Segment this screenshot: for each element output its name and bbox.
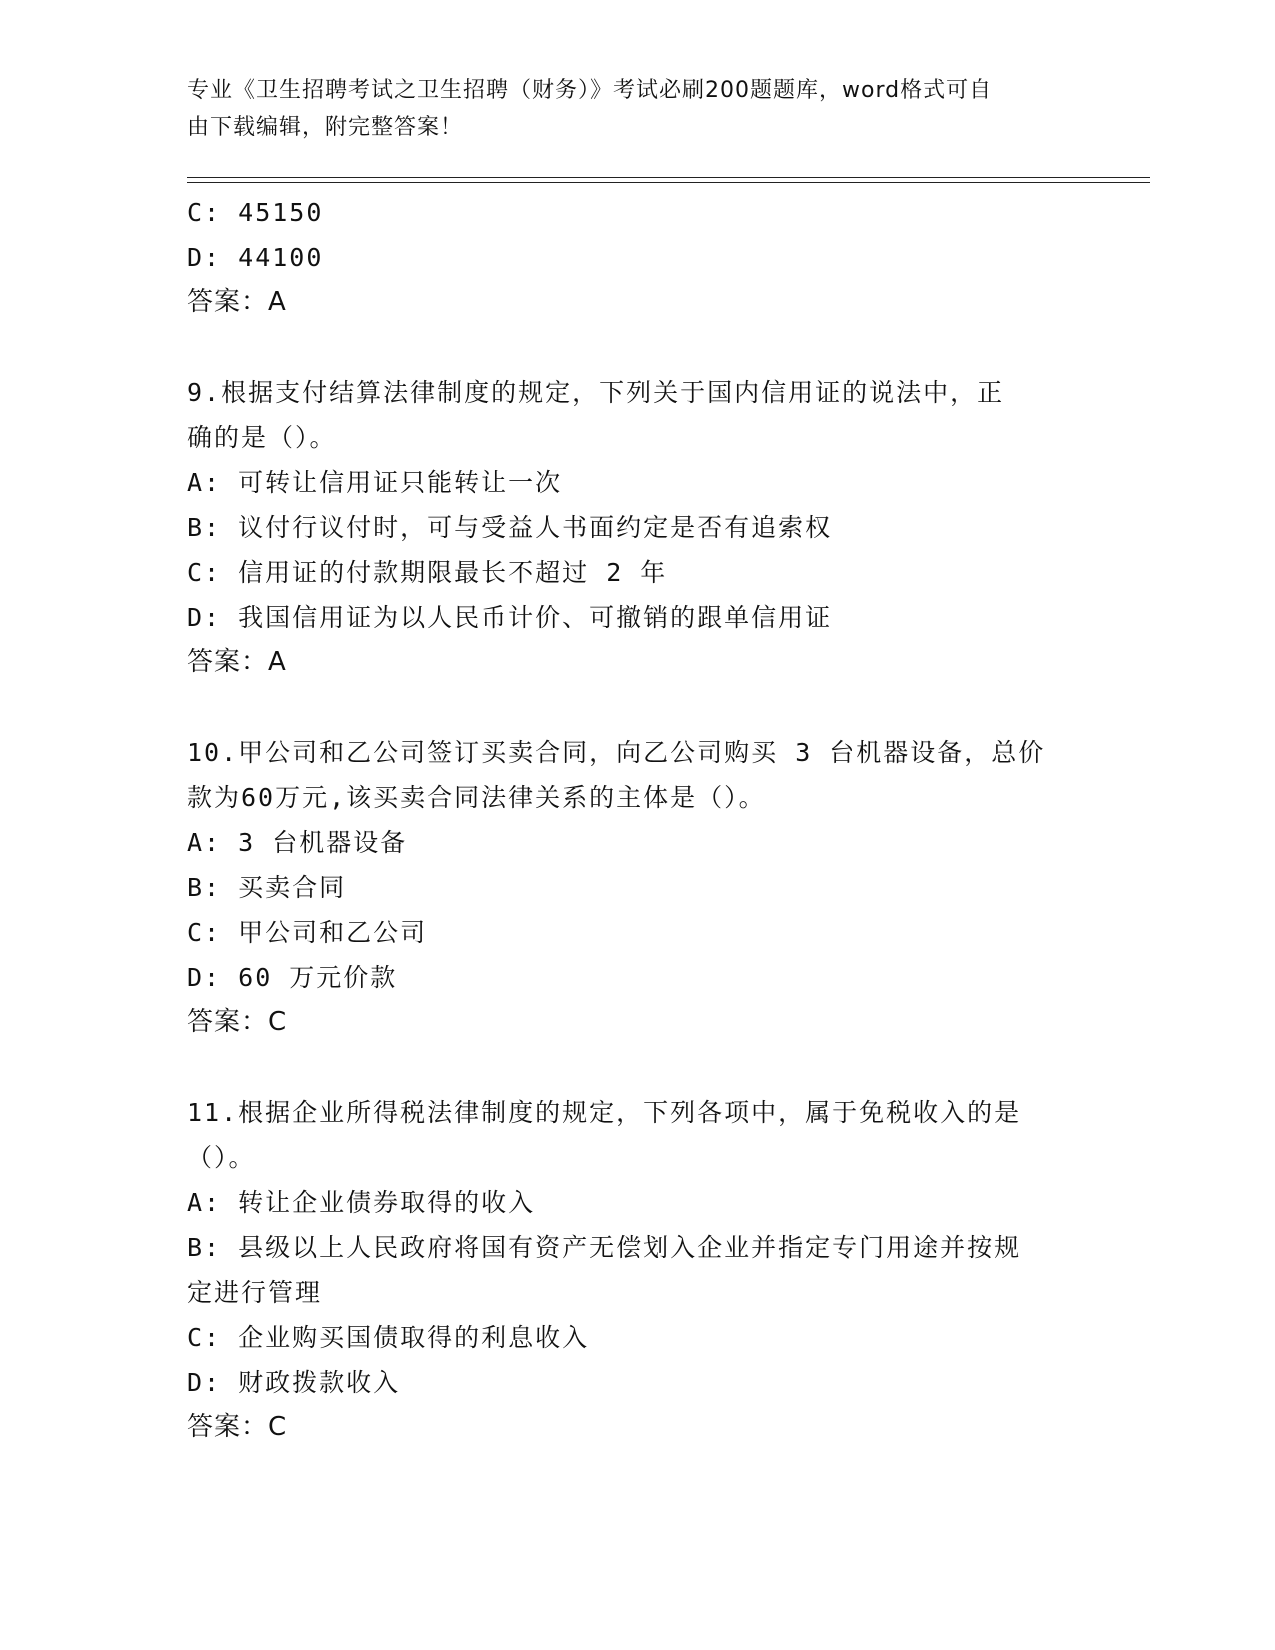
option-d: D: 60 万元价款 <box>187 963 398 992</box>
document-body <box>187 190 1067 1450</box>
option-d: D: 财政拨款收入 <box>187 1368 401 1397</box>
option-b: B: 买卖合同 <box>187 873 347 902</box>
question-stem: 10.甲公司和乙公司签订买卖合同，向乙公司购买 3 台机器设备，总价 <box>187 738 1046 767</box>
answer-line: 答案：C <box>187 1412 288 1442</box>
option-d: D: 我国信用证为以人民币计价、可撤销的跟单信用证 <box>187 603 833 632</box>
question-stem: 11.根据企业所得税法律制度的规定，下列各项中，属于免税收入的是 <box>187 1098 1022 1127</box>
question-11 <box>187 1090 1067 1450</box>
option-c: C: 45150 <box>187 198 324 227</box>
option-b-continued: 定进行管理 <box>187 1278 323 1307</box>
question-stem: 9.根据支付结算法律制度的规定，下列关于国内信用证的说法中，正 <box>187 378 1005 407</box>
question-10 <box>187 730 1067 1045</box>
spacer <box>187 1045 1067 1090</box>
option-c: C: 甲公司和乙公司 <box>187 918 428 947</box>
option-a: A: 转让企业债券取得的收入 <box>187 1188 536 1217</box>
question-stem-continued: （）。 <box>187 1143 256 1172</box>
option-b: B: 议付行议付时，可与受益人书面约定是否有追索权 <box>187 513 833 542</box>
header-divider-top <box>187 177 1150 178</box>
option-d: D: 44100 <box>187 243 324 272</box>
spacer <box>187 325 1067 370</box>
answer-line: 答案：A <box>187 287 287 317</box>
document-header <box>187 72 1067 146</box>
question-stem-continued: 款为60万元,该买卖合同法律关系的主体是（）。 <box>187 783 766 812</box>
option-c: C: 信用证的付款期限最长不超过 2 年 <box>187 558 668 587</box>
header-divider-bottom <box>187 182 1150 183</box>
option-a: A: 3 台机器设备 <box>187 828 408 857</box>
answer-line: 答案：C <box>187 1007 288 1037</box>
question-9 <box>187 370 1067 685</box>
answer-line: 答案：A <box>187 647 287 677</box>
previous-question-tail <box>187 190 1067 325</box>
question-stem-continued: 确的是（）。 <box>187 423 337 452</box>
spacer <box>187 685 1067 730</box>
header-line-1: 专业《卫生招聘考试之卫生招聘（财务）》考试必刷200题题库，word格式可自 <box>187 78 993 103</box>
option-a: A: 可转让信用证只能转让一次 <box>187 468 563 497</box>
option-c: C: 企业购买国债取得的利息收入 <box>187 1323 590 1352</box>
option-b: B: 县级以上人民政府将国有资产无偿划入企业并指定专门用途并按规 <box>187 1233 1022 1262</box>
header-line-2: 由下载编辑，附完整答案！ <box>187 115 464 140</box>
